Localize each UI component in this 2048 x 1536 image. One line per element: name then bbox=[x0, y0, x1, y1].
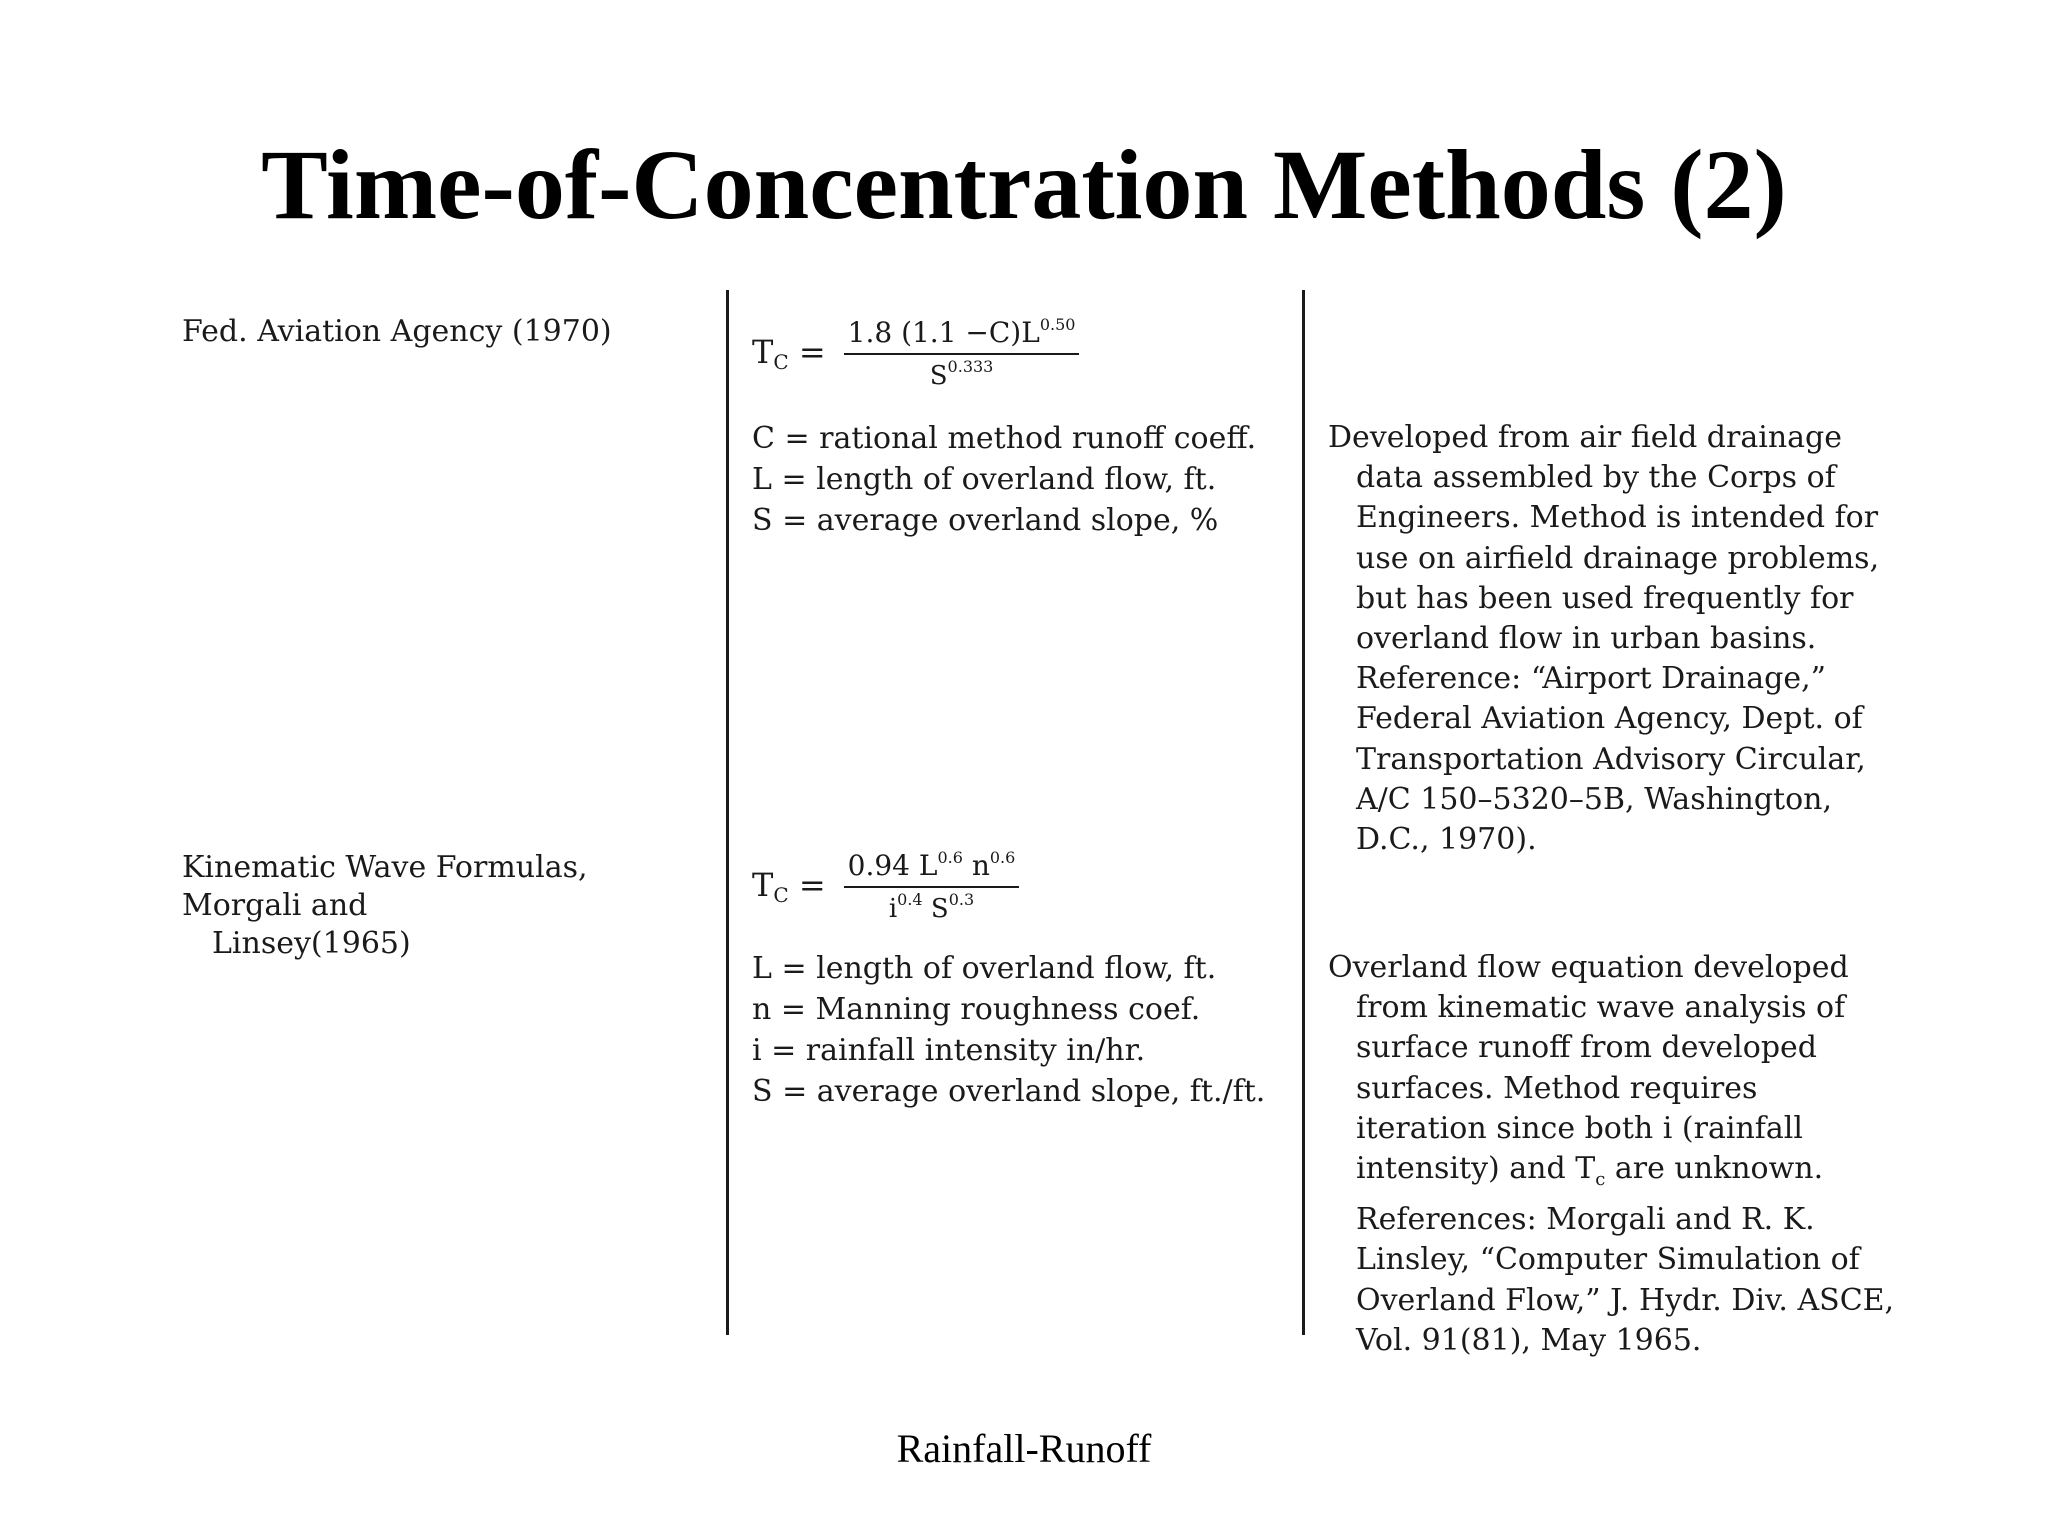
slide-footer: Rainfall-Runoff bbox=[896, 1426, 1152, 1471]
equation-fraction bbox=[844, 315, 1080, 391]
equation-faa bbox=[752, 315, 1079, 391]
method-name-line1: Kinematic Wave Formulas, Morgali and bbox=[182, 850, 588, 923]
equation-denominator: $S^{0.333}$ bbox=[929, 357, 994, 391]
variable-list-kinematic-wave bbox=[752, 948, 1312, 1112]
method-name-faa bbox=[182, 313, 702, 351]
method-name-kinematic-wave bbox=[182, 849, 702, 963]
slide-title: Time-of-Concentration Methods (2) bbox=[261, 129, 1787, 240]
method-name-line2: Linsey(1965) bbox=[212, 926, 411, 961]
column-divider-left bbox=[726, 290, 729, 1335]
variable-definition: L = length of overland flow, ft. bbox=[752, 951, 1217, 986]
equation-numerator: 1.8 $(1.1 -C)L^{0.50}$ bbox=[844, 315, 1080, 355]
variable-definition: i = rainfall intensity in/hr. bbox=[752, 1033, 1146, 1068]
variable-list-faa bbox=[752, 418, 1312, 541]
method-description-faa: Developed from air field drainage data assembled by the Corps of Engineers. Method is intended for use on airfield drainage problems, but has been used frequently for overland flow in urban basins. Reference: “Airport Drainage,” Federal Aviation Agency, Dept. of Transportation Advisory Circular, A/C 150–5320–5B, Washington, D.C., 1970). bbox=[1328, 420, 1880, 858]
equation-lhs: $T_C$ = bbox=[752, 865, 826, 907]
variable-definition: n = Manning roughness coef. bbox=[752, 992, 1201, 1027]
equation-numerator: 0.94 $L^{0.6}$ $n^{0.6}$ bbox=[844, 848, 1020, 888]
equation-lhs: $T_C$ = bbox=[752, 332, 826, 374]
variable-definition: S = average overland slope, ft./ft. bbox=[752, 1074, 1266, 1109]
method-description-kinematic-wave: Overland flow equation developed from kinematic wave analysis of surface runoff from developed surfaces. Method requires iteration since both i (rainfall intensity) and $T_c$ are unknown. References: Morgali and R. K. Linsley, “Computer Simulation of Overland Flow,” J. Hydr. Div. ASCE, Vol. 91(81), May 1965. bbox=[1328, 950, 1895, 1358]
equation-kinematic-wave bbox=[752, 848, 1019, 924]
method-name-line1: Fed. Aviation Agency (1970) bbox=[182, 314, 612, 349]
variable-definition: S = average overland slope, % bbox=[752, 503, 1219, 538]
equation-fraction bbox=[844, 848, 1020, 924]
variable-definition: C = rational method runoff coeff. bbox=[752, 421, 1257, 456]
equation-denominator: $i^{0.4}$ $S^{0.3}$ bbox=[888, 890, 975, 924]
variable-definition: L = length of overland flow, ft. bbox=[752, 462, 1217, 497]
